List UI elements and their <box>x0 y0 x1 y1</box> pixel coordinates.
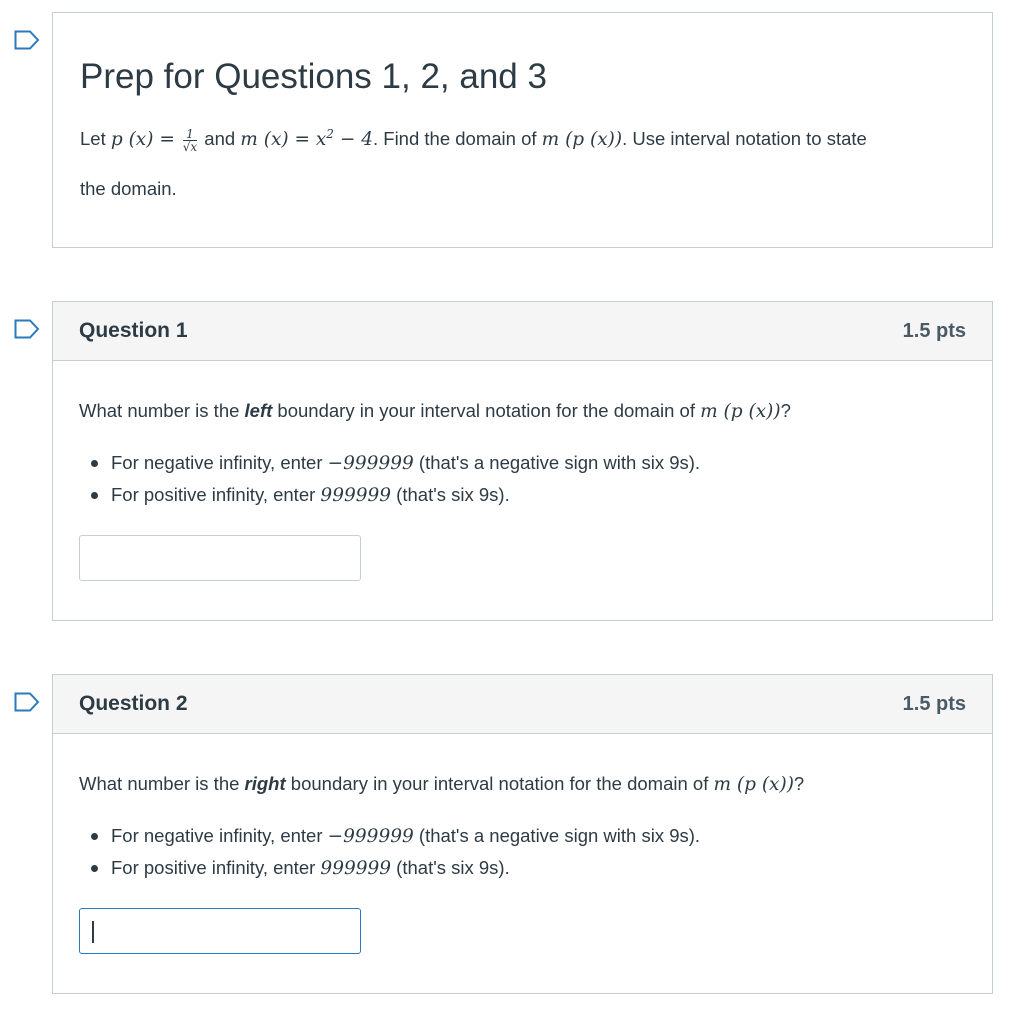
question-points: 1.5 pts <box>902 692 966 715</box>
list-item: For negative infinity, enter −999999 (that's a negative sign with six 9s). <box>89 447 700 479</box>
question-card-1 <box>52 301 993 621</box>
hint-list <box>89 447 700 511</box>
question-text: What number is the left boundary in your interval notation for the domain of m (p (x))? <box>79 400 791 422</box>
prep-card <box>52 12 993 248</box>
flag-question-icon[interactable] <box>14 30 40 50</box>
question-title: Question 2 <box>79 692 188 715</box>
prep-title: Prep for Questions 1, 2, and 3 <box>80 57 547 96</box>
text-caret <box>92 921 94 943</box>
prep-prompt-continued: the domain. <box>80 178 177 199</box>
question-body <box>53 361 992 621</box>
question-text: What number is the right boundary in your interval notation for the domain of m (p (x))? <box>79 773 805 795</box>
list-item: For positive infinity, enter 999999 (that's six 9s). <box>89 852 700 884</box>
question-header <box>53 302 992 361</box>
question-body <box>53 734 992 994</box>
list-item: For positive infinity, enter 999999 (that's six 9s). <box>89 479 700 511</box>
question-title: Question 1 <box>79 319 188 342</box>
flag-question-icon[interactable] <box>14 692 40 712</box>
flag-question-icon[interactable] <box>14 319 40 339</box>
question-card-2 <box>52 674 993 994</box>
list-item: For negative infinity, enter −999999 (that's a negative sign with six 9s). <box>89 820 700 852</box>
fraction: $\frac{1}{√x}$ <box>182 126 198 154</box>
question-points: 1.5 pts <box>902 319 966 342</box>
answer-input[interactable] <box>79 908 361 954</box>
answer-input[interactable] <box>79 535 361 581</box>
question-header <box>53 675 992 734</box>
prep-prompt: Let p (x) = $\frac{1}{√x}$ and m $(x) = x^2 - 4$. Find the domain of m (p (x)). Use interval notation to state <box>80 126 867 154</box>
hint-list <box>89 820 700 884</box>
